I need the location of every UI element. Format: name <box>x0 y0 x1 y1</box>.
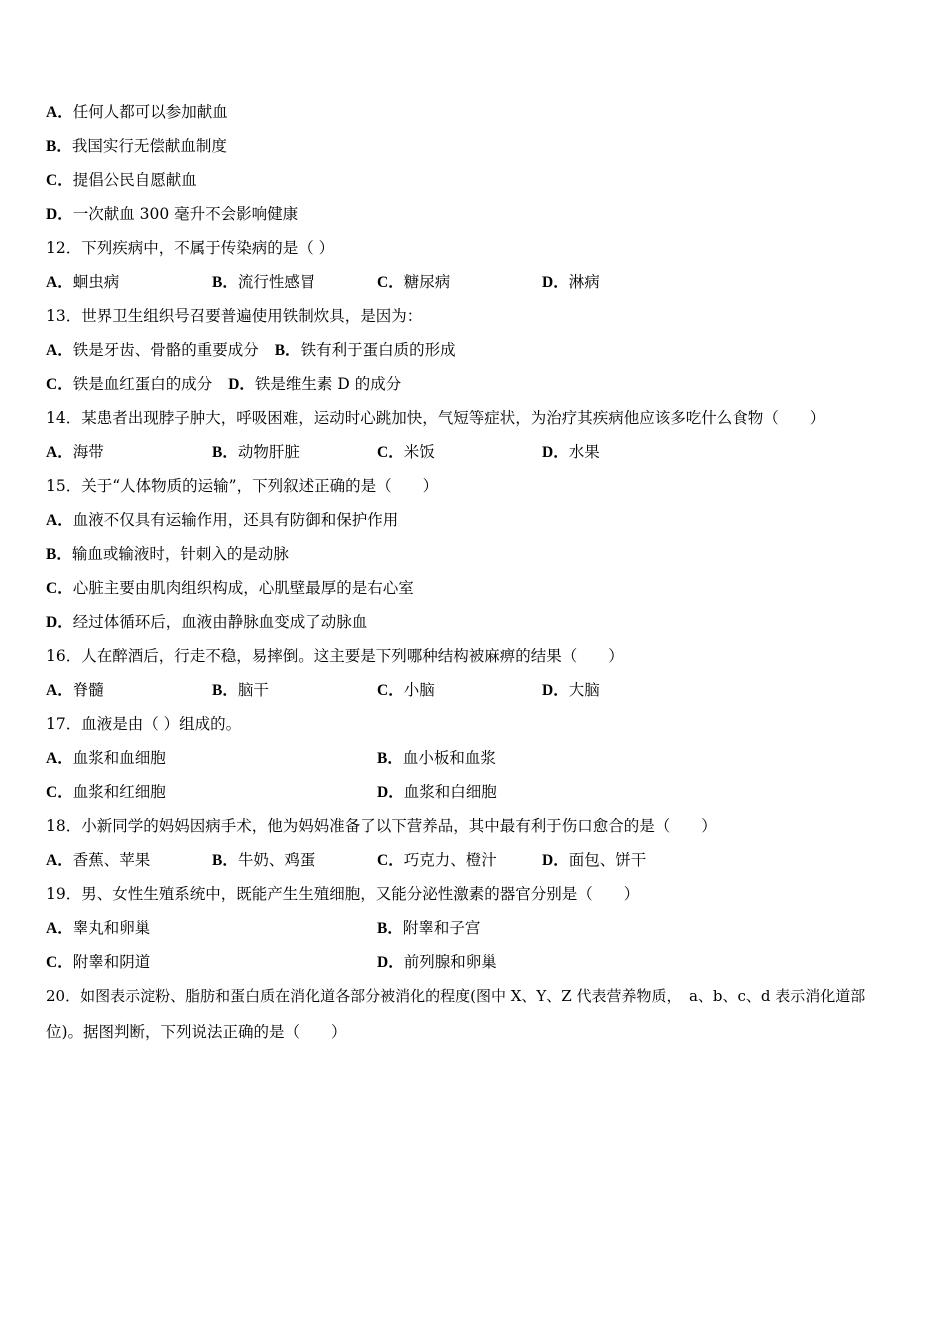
q13-stem: 13．世界卫生组织号召要普遍使用铁制炊具，是因为： <box>46 307 423 325</box>
q19-options-row-1 <box>46 918 906 938</box>
q12-option-d: D．淋病 <box>542 273 600 291</box>
q14-option-b: B．动物肝脏 <box>212 443 300 461</box>
q16-option-b: B．脑干 <box>212 681 269 699</box>
q17-stem: 17．血液是由（ ）组成的。 <box>46 715 242 733</box>
q12-option-b: B．流行性感冒 <box>212 273 316 291</box>
q19-options-row-2 <box>46 952 906 972</box>
q11-option-d: D．一次献血 300 毫升不会影响健康 <box>46 205 299 223</box>
q18-option-a: A．香蕉、苹果 <box>46 851 151 869</box>
q16-options-row <box>46 680 906 700</box>
q18-option-d: D．面包、饼干 <box>542 851 647 869</box>
q12-option-c: C．糖尿病 <box>377 273 451 291</box>
q19-option-a: A．睾丸和卵巢 <box>46 919 151 937</box>
q17-option-a: A．血浆和血细胞 <box>46 749 166 767</box>
q20-stem-line-2: 位)。据图判断，下列说法正确的是（ ） <box>46 1023 347 1041</box>
q19-option-c: C．附睾和阴道 <box>46 953 151 971</box>
q14-option-c: C．米饭 <box>377 443 435 461</box>
q16-option-a: A．脊髓 <box>46 681 104 699</box>
q13-options-row-1: A．铁是牙齿、骨骼的重要成分 B．铁有利于蛋白质的形成 <box>46 341 456 359</box>
q14-options-row <box>46 442 906 462</box>
q13-options-row-2: C．铁是血红蛋白的成分 D．铁是维生素 D 的成分 <box>46 375 402 393</box>
q15-option-a: A．血液不仅具有运输作用，还具有防御和保护作用 <box>46 511 399 529</box>
q17-options-row-1 <box>46 748 906 768</box>
q17-option-c: C．血浆和红细胞 <box>46 783 166 801</box>
q17-option-b: B．血小板和血浆 <box>377 749 496 767</box>
q15-option-b: B．输血或输液时，针刺入的是动脉 <box>46 545 289 563</box>
q12-stem: 12．下列疾病中，不属于传染病的是（ ） <box>46 239 335 257</box>
q11-option-c: C．提倡公民自愿献血 <box>46 171 197 189</box>
q15-stem: 15．关于“人体物质的运输”，下列叙述正确的是（ ） <box>46 477 439 495</box>
q16-stem: 16．人在醉酒后，行走不稳，易摔倒。这主要是下列哪种结构被麻痹的结果（ ） <box>46 647 624 665</box>
q14-stem: 14．某患者出现脖子肿大，呼吸困难，运动时心跳加快，气短等症状，为治疗其疾病他应该多吃什么食物（ ） <box>46 409 826 427</box>
q16-option-d: D．大脑 <box>542 681 600 699</box>
q16-option-c: C．小脑 <box>377 681 435 699</box>
q18-option-c: C．巧克力、橙汁 <box>377 851 497 869</box>
q18-stem: 18．小新同学的妈妈因病手术，他为妈妈准备了以下营养品，其中最有利于伤口愈合的是（ ） <box>46 817 717 835</box>
q17-options-row-2 <box>46 782 906 802</box>
q15-option-c: C．心脏主要由肌肉组织构成，心肌壁最厚的是右心室 <box>46 579 414 597</box>
q14-option-a: A．海带 <box>46 443 104 461</box>
q11-option-a: A．任何人都可以参加献血 <box>46 103 228 121</box>
q18-options-row <box>46 850 906 870</box>
q20-stem-line-1: 20．如图表示淀粉、脂肪和蛋白质在消化道各部分被消化的程度(图中 X、Y、Z 代表营养物质， a、b、c、d 表示消化道部 <box>46 987 866 1005</box>
q18-option-b: B．牛奶、鸡蛋 <box>212 851 316 869</box>
q19-option-b: B．附睾和子宫 <box>377 919 481 937</box>
q14-option-d: D．水果 <box>542 443 600 461</box>
q11-option-b: B．我国实行无偿献血制度 <box>46 137 227 155</box>
q19-option-d: D．前列腺和卵巢 <box>377 953 497 971</box>
q15-option-d: D．经过体循环后，血液由静脉血变成了动脉血 <box>46 613 368 631</box>
q12-options-row <box>46 272 906 292</box>
q17-option-d: D．血浆和白细胞 <box>377 783 497 801</box>
q19-stem: 19．男、女性生殖系统中，既能产生生殖细胞，又能分泌性激素的器官分别是（ ） <box>46 885 640 903</box>
q12-option-a: A．蛔虫病 <box>46 273 120 291</box>
